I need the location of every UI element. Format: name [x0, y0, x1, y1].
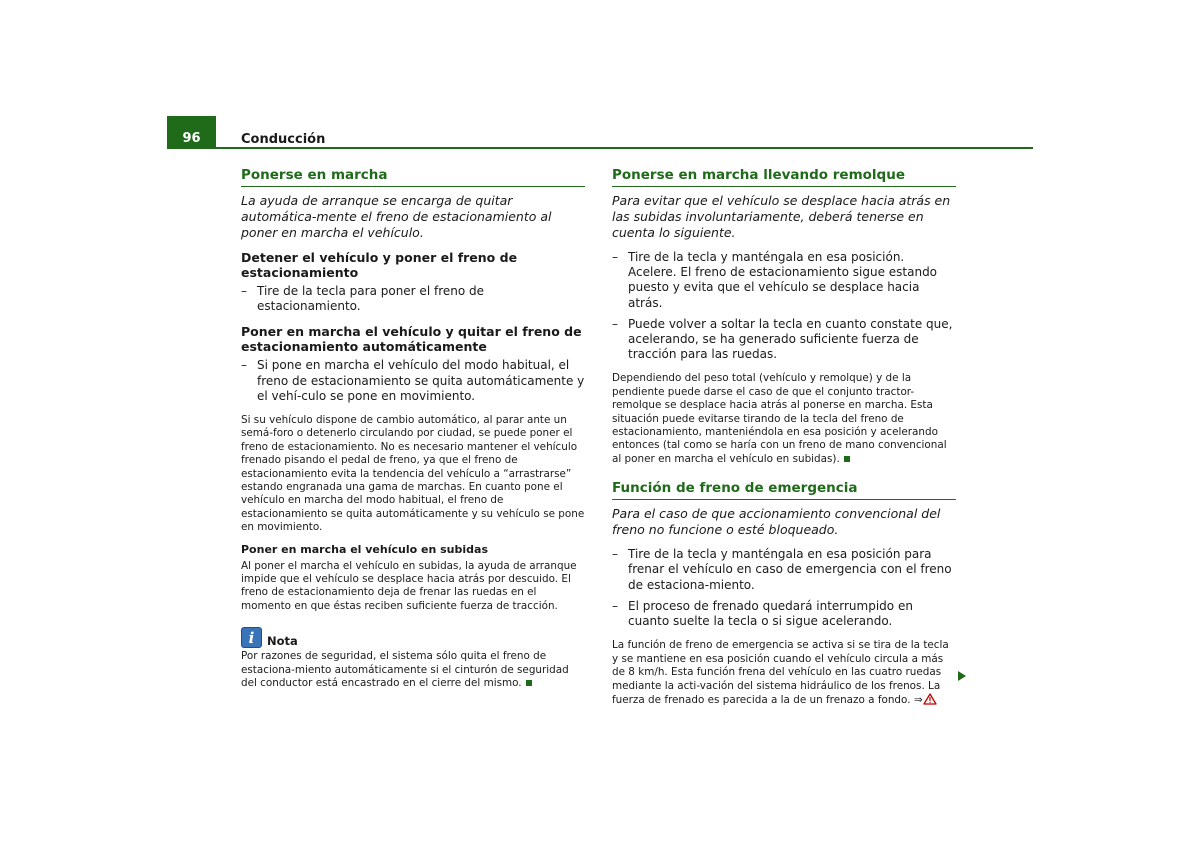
section-title-ponerse-en-marcha: Ponerse en marcha: [241, 167, 585, 187]
instruction-list: [241, 358, 585, 404]
warning-triangle-icon[interactable]: [923, 693, 937, 705]
section-intro: Para el caso de que accionamiento convencional del freno no funcione o esté bloqueado.: [612, 506, 941, 538]
instruction-item: – Puede volver a soltar la tecla en cuanto constate que, acelerando, se ha generado suficiente fuerza de tracción para las ruedas.: [612, 317, 956, 363]
next-page-arrow-icon: [958, 671, 966, 681]
left-column: [241, 167, 585, 699]
note-title: Nota: [267, 634, 298, 649]
subsection-title-poner-en-marcha: Poner en marcha el vehículo y quitar el freno de estacionamiento automáticamente: [241, 324, 582, 355]
body-text: Si su vehículo dispone de cambio automático, al parar ante un semá-foro o detenerlo circulando por ciudad, se puede poner el freno de estacionamiento. No es necesario mantener el vehículo frenado pisando el pedal de freno, ya que el freno de estacionamiento evita la tendencia del vehículo a “arrastrarse” estando engranada una gama de marchas. En cuanto pone el vehículo en marcha del modo habitual, el freno de estacionamiento se quita automáticamente y su vehículo se pone en movimiento.: [241, 414, 585, 534]
page-header-title: Conducción: [241, 132, 326, 147]
end-mark-icon: [844, 456, 850, 462]
reference-arrow: ⇒: [913, 693, 923, 706]
note-header: [241, 627, 585, 648]
section-title-remolque: Ponerse en marcha llevando remolque: [612, 167, 956, 187]
instruction-list: [241, 284, 585, 314]
instruction-item: – Tire de la tecla y manténgala en esa posición para frenar el vehículo en caso de emergencia con el freno de estaciona-miento.: [612, 547, 956, 593]
instruction-list: [612, 250, 956, 362]
header-rule: [216, 147, 1033, 149]
body-text-block: [612, 639, 956, 707]
body-text: Al poner el marcha el vehículo en subidas, la ayuda de arranque impide que el vehículo se desplace hacia atrás por descuido. El freno de estacionamiento deja de frenar las ruedas en el momento en que éstas reciben suficiente fuerza de tracción.: [241, 559, 577, 612]
instruction-item: – Tire de la tecla para poner el freno de estacionamiento.: [241, 284, 585, 314]
section-intro: La ayuda de arranque se encarga de quitar automática-mente el freno de estacionamiento al poner en marcha el vehículo.: [241, 193, 552, 240]
note-text: Por razones de seguridad, el sistema sólo quita el freno de estaciona-miento automáticamente si el cinturón de seguridad del conductor está encastrado en el cierre del mismo.: [241, 650, 569, 690]
body-text: La función de freno de emergencia se activa si se tira de la tecla y se mantiene en esa posición cuando el vehículo circula a más de 8 km/h. Esta función frena del vehículo en las cuatro ruedas mediante la acti-vación del sistema hidráulico de los frenos. La fuerza de frenado es parecida a la de un frenazo a fondo.: [612, 639, 949, 706]
section-intro: Para evitar que el vehículo se desplace hacia atrás en las subidas involuntariamente, deberá tenerse en cuenta lo siguiente.: [612, 193, 951, 240]
page-number: 96: [167, 116, 216, 149]
info-icon: i: [241, 627, 262, 648]
subsection-title-detener: Detener el vehículo y poner el freno de estacionamiento: [241, 250, 518, 280]
instruction-list: [612, 547, 956, 629]
right-column: [612, 167, 956, 715]
body-text-block: [612, 372, 956, 466]
instruction-item: – Si pone en marcha el vehículo del modo habitual, el freno de estacionamiento se quita automáticamente y el vehí-culo se pone en movimiento.: [241, 358, 585, 404]
body-text: Dependiendo del peso total (vehículo y remolque) y de la pendiente puede darse el caso de que el conjunto tractor-remolque se desplace hacia atrás al ponerse en marcha. Esta situación puede evitarse tirando de la tecla del freno de estacionamiento, manteniéndola en esa posición y acelerando entonces (tal como se haría con un freno de mano convencional al poner en marcha el vehículo en subidas).: [612, 372, 947, 465]
instruction-item: – Tire de la tecla y manténgala en esa posición. Acelere. El freno de estacionamiento sigue estando puesto y evita que el vehículo se desplace hacia atrás.: [612, 250, 956, 311]
section-title-freno-emergencia: Función de freno de emergencia: [612, 480, 956, 500]
note-text-block: [241, 650, 585, 690]
instruction-item: – El proceso de frenado quedará interrumpido en cuanto suelte la tecla o si sigue acelerando.: [612, 599, 956, 629]
end-mark-icon: [526, 680, 532, 686]
subsection-title-subidas: Poner en marcha el vehículo en subidas: [241, 542, 488, 556]
